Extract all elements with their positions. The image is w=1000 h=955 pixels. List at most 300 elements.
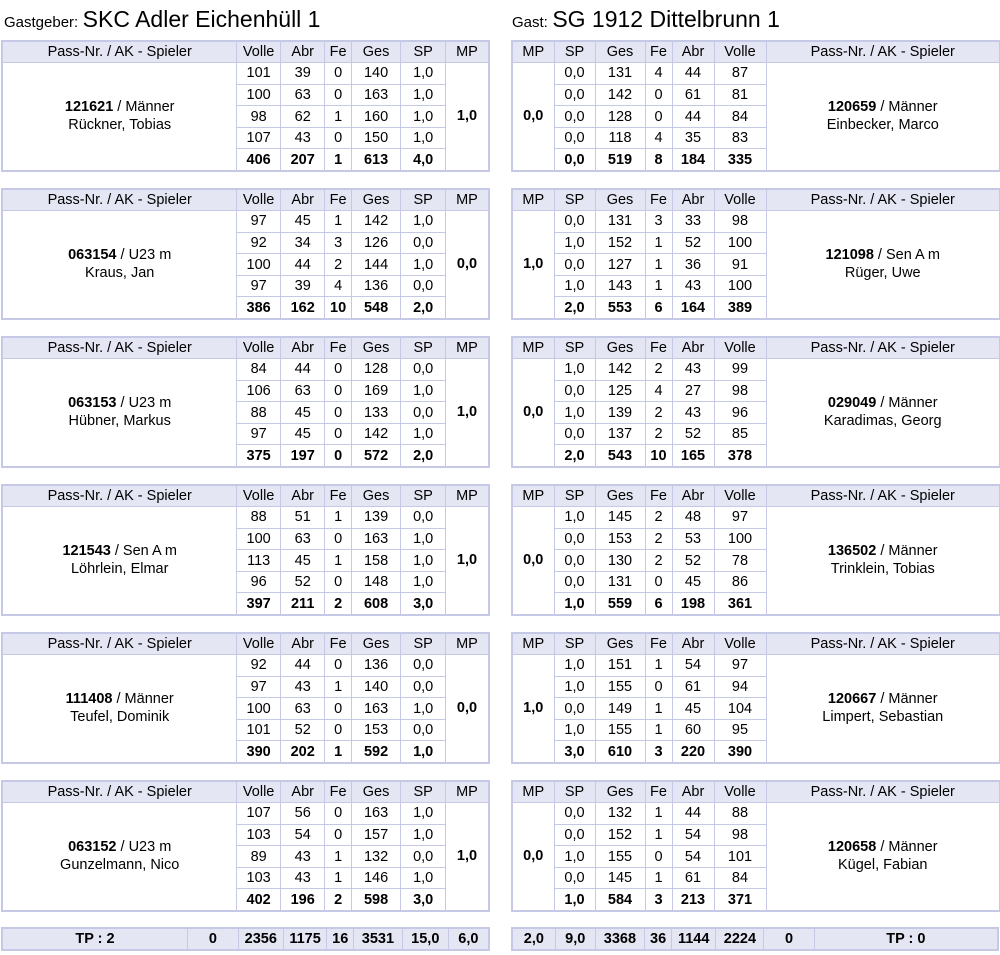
score-cell: 0	[325, 402, 351, 424]
table-header	[2, 41, 489, 63]
game-row	[2, 507, 489, 529]
score-cell: 143	[595, 275, 645, 297]
sum-cell: 213	[672, 889, 714, 911]
score-cell: 140	[351, 676, 401, 698]
guest-player-cell	[766, 507, 1000, 615]
score-cell: 91	[714, 254, 766, 276]
column-header: Fe	[325, 189, 351, 211]
home-total-cell: 1175	[283, 928, 327, 950]
score-cell: 146	[351, 867, 401, 889]
sum-cell: 2	[325, 593, 351, 615]
score-cell: 1	[325, 846, 351, 868]
score-cell: 127	[595, 254, 645, 276]
sum-cell: 10	[325, 297, 351, 319]
score-cell: 0,0	[554, 63, 595, 85]
score-cell: 2	[645, 528, 672, 550]
score-cell: 0,0	[554, 84, 595, 106]
home-label: Gastgeber:	[4, 14, 79, 31]
table-header	[512, 189, 1000, 211]
score-cell: 1,0	[554, 275, 595, 297]
column-header: Pass-Nr. / AK - Spieler	[2, 633, 237, 655]
score-cell: 113	[237, 550, 281, 572]
table-header	[512, 633, 1000, 655]
score-cell: 1,0	[401, 550, 446, 572]
game-row	[2, 655, 489, 677]
score-cell: 0	[645, 84, 672, 106]
score-cell: 92	[237, 655, 281, 677]
sum-cell: 361	[714, 593, 766, 615]
score-cell: 145	[595, 507, 645, 529]
column-header: Abr	[672, 337, 714, 359]
score-cell: 0	[325, 528, 351, 550]
game-row	[512, 803, 1000, 825]
score-cell: 43	[280, 846, 325, 868]
score-cell: 0,0	[401, 232, 446, 254]
column-header: Volle	[237, 781, 281, 803]
sum-cell: 608	[351, 593, 401, 615]
score-cell: 144	[351, 254, 401, 276]
table-header	[2, 485, 489, 507]
score-cell: 97	[237, 676, 281, 698]
sum-cell: 3	[645, 889, 672, 911]
sum-cell: 397	[237, 593, 281, 615]
column-header: Abr	[280, 337, 325, 359]
score-cell: 54	[280, 824, 325, 846]
sum-cell: 6	[645, 593, 672, 615]
column-header: Abr	[672, 41, 714, 63]
score-cell: 106	[237, 380, 281, 402]
sum-cell: 390	[237, 741, 281, 763]
sum-cell: 389	[714, 297, 766, 319]
sum-cell: 2,0	[554, 445, 595, 467]
guest-totals-row	[511, 927, 999, 951]
score-cell: 103	[237, 824, 281, 846]
score-cell: 1	[645, 867, 672, 889]
column-header: Ges	[351, 781, 401, 803]
home-match-points: 1,0	[445, 507, 489, 615]
score-cell: 132	[351, 846, 401, 868]
score-cell: 101	[714, 846, 766, 868]
column-header: Ges	[595, 633, 645, 655]
guest-player-name: Karadimas, Georg	[823, 413, 942, 430]
score-cell: 98	[714, 824, 766, 846]
sum-cell: 1,0	[554, 889, 595, 911]
score-cell: 1,0	[554, 507, 595, 529]
score-cell: 4	[325, 275, 351, 297]
home-age-class: / Männer	[113, 99, 175, 116]
score-cell: 142	[351, 211, 401, 233]
score-cell: 54	[672, 824, 714, 846]
sum-cell: 6	[645, 297, 672, 319]
game-row	[512, 359, 1000, 381]
score-cell: 44	[280, 359, 325, 381]
score-cell: 151	[595, 655, 645, 677]
score-cell: 100	[237, 254, 281, 276]
column-header: MP	[512, 633, 554, 655]
score-cell: 88	[237, 402, 281, 424]
guest-total-cell: 3368	[595, 928, 644, 950]
sum-cell: 2,0	[554, 297, 595, 319]
score-cell: 39	[280, 63, 325, 85]
score-cell: 1,0	[554, 359, 595, 381]
score-cell: 33	[672, 211, 714, 233]
column-header: SP	[401, 485, 446, 507]
home-player-table	[1, 632, 490, 764]
score-cell: 92	[237, 232, 281, 254]
score-cell: 61	[672, 867, 714, 889]
guest-total-cell: 1144	[672, 928, 716, 950]
score-cell: 0,0	[554, 106, 595, 128]
score-cell: 0,0	[554, 380, 595, 402]
guest-pass-number: 120658	[827, 839, 877, 856]
score-cell: 51	[280, 507, 325, 529]
score-cell: 158	[351, 550, 401, 572]
column-header: Abr	[672, 781, 714, 803]
score-cell: 100	[237, 528, 281, 550]
score-cell: 1	[325, 106, 351, 128]
score-cell: 83	[714, 127, 766, 149]
score-cell: 1,0	[401, 824, 446, 846]
column-header: MP	[445, 485, 489, 507]
score-cell: 131	[595, 211, 645, 233]
column-header: Volle	[714, 781, 766, 803]
column-header: MP	[512, 41, 554, 63]
score-cell: 96	[237, 571, 281, 593]
sum-cell: 402	[237, 889, 281, 911]
home-player-cell	[2, 359, 237, 467]
score-cell: 103	[237, 867, 281, 889]
score-cell: 87	[714, 63, 766, 85]
guest-team-name: SG 1912 Dittelbrunn 1	[552, 6, 780, 32]
game-row	[2, 359, 489, 381]
score-cell: 62	[280, 106, 325, 128]
column-header: Ges	[351, 633, 401, 655]
score-cell: 100	[237, 698, 281, 720]
column-header: Fe	[325, 41, 351, 63]
sum-cell: 572	[351, 445, 401, 467]
guest-match-points: 0,0	[512, 803, 554, 911]
score-cell: 1	[645, 232, 672, 254]
column-header: Fe	[325, 633, 351, 655]
home-player-name: Kraus, Jan	[85, 265, 155, 282]
column-header: SP	[554, 633, 595, 655]
column-header: Fe	[325, 781, 351, 803]
column-header: Volle	[714, 633, 766, 655]
guest-player-name: Trinklein, Tobias	[830, 561, 935, 578]
score-cell: 100	[714, 275, 766, 297]
score-cell: 4	[645, 127, 672, 149]
score-cell: 163	[351, 84, 401, 106]
score-cell: 142	[595, 359, 645, 381]
sum-cell: 519	[595, 149, 645, 171]
column-header: Volle	[237, 485, 281, 507]
score-cell: 45	[672, 698, 714, 720]
guest-player-table	[511, 336, 1000, 468]
column-header: Pass-Nr. / AK - Spieler	[766, 41, 1000, 63]
column-header: Ges	[351, 485, 401, 507]
guest-total-cell: 2,0	[512, 928, 555, 950]
score-cell: 0	[645, 571, 672, 593]
table-header	[512, 337, 1000, 359]
score-cell: 1,0	[401, 380, 446, 402]
score-cell: 0,0	[554, 423, 595, 445]
column-header: Abr	[280, 41, 325, 63]
home-player-table	[1, 188, 490, 320]
score-cell: 157	[351, 824, 401, 846]
home-team-name: SKC Adler Eichenhüll 1	[82, 6, 321, 32]
column-header: SP	[554, 189, 595, 211]
score-cell: 0,0	[554, 803, 595, 825]
score-cell: 0	[325, 423, 351, 445]
score-cell: 86	[714, 571, 766, 593]
score-cell: 45	[280, 211, 325, 233]
score-cell: 139	[351, 507, 401, 529]
score-cell: 1,0	[554, 676, 595, 698]
score-cell: 97	[714, 655, 766, 677]
home-player-cell	[2, 63, 237, 171]
score-cell: 2	[645, 507, 672, 529]
score-cell: 52	[280, 719, 325, 741]
score-cell: 84	[237, 359, 281, 381]
home-pass-number: 063153	[68, 395, 117, 412]
column-header: Fe	[645, 633, 672, 655]
game-row	[512, 211, 1000, 233]
score-cell: 0,0	[401, 719, 446, 741]
score-cell: 99	[714, 359, 766, 381]
score-cell: 118	[595, 127, 645, 149]
table-header	[2, 633, 489, 655]
home-match-points: 1,0	[445, 803, 489, 911]
score-cell: 133	[351, 402, 401, 424]
score-cell: 39	[280, 275, 325, 297]
column-header: Abr	[280, 633, 325, 655]
score-cell: 136	[351, 655, 401, 677]
score-cell: 63	[280, 528, 325, 550]
score-cell: 2	[325, 254, 351, 276]
score-cell: 163	[351, 528, 401, 550]
score-cell: 1	[645, 655, 672, 677]
home-pass-number: 063154	[68, 247, 117, 264]
sum-cell: 3,0	[401, 593, 446, 615]
sum-cell: 2,0	[401, 297, 446, 319]
score-cell: 1	[645, 275, 672, 297]
column-header: Ges	[595, 41, 645, 63]
sum-cell: 386	[237, 297, 281, 319]
column-header: Volle	[237, 633, 281, 655]
column-header: MP	[512, 189, 554, 211]
score-cell: 60	[672, 719, 714, 741]
guest-player-name: Einbecker, Marco	[826, 117, 939, 134]
score-cell: 107	[237, 803, 281, 825]
column-header: SP	[401, 781, 446, 803]
guest-age-class: / Sen A m	[873, 247, 940, 264]
column-header: Fe	[645, 781, 672, 803]
home-age-class: / U23 m	[116, 395, 172, 412]
score-cell: 0	[325, 63, 351, 85]
score-cell: 1	[645, 254, 672, 276]
column-header: Ges	[595, 189, 645, 211]
score-cell: 4	[645, 380, 672, 402]
sum-cell: 371	[714, 889, 766, 911]
score-cell: 1	[325, 211, 351, 233]
score-cell: 85	[714, 423, 766, 445]
sum-cell: 220	[672, 741, 714, 763]
column-header: SP	[401, 41, 446, 63]
column-header: SP	[554, 41, 595, 63]
score-cell: 63	[280, 380, 325, 402]
home-team-header	[4, 6, 320, 36]
score-cell: 1,0	[401, 698, 446, 720]
sum-cell: 198	[672, 593, 714, 615]
sum-cell: 165	[672, 445, 714, 467]
score-cell: 100	[714, 232, 766, 254]
column-header: MP	[445, 633, 489, 655]
score-cell: 0	[325, 655, 351, 677]
game-row	[512, 63, 1000, 85]
score-cell: 1,0	[401, 84, 446, 106]
column-header: Ges	[595, 781, 645, 803]
home-player-cell	[2, 211, 237, 319]
column-header: Abr	[280, 189, 325, 211]
score-cell: 97	[237, 423, 281, 445]
guest-player-name: Limpert, Sebastian	[822, 709, 944, 726]
column-header: Ges	[595, 337, 645, 359]
score-cell: 35	[672, 127, 714, 149]
score-cell: 100	[237, 84, 281, 106]
column-header: MP	[445, 41, 489, 63]
score-cell: 0,0	[401, 402, 446, 424]
score-cell: 48	[672, 507, 714, 529]
guest-player-table	[511, 40, 1000, 172]
sum-cell: 390	[714, 741, 766, 763]
guest-player-name: Rüger, Uwe	[844, 265, 921, 282]
column-header: Volle	[237, 337, 281, 359]
score-cell: 84	[714, 106, 766, 128]
score-cell: 1,0	[554, 846, 595, 868]
sum-cell: 3	[645, 741, 672, 763]
score-cell: 44	[672, 106, 714, 128]
score-cell: 1,0	[401, 867, 446, 889]
game-row	[2, 211, 489, 233]
score-cell: 1,0	[401, 803, 446, 825]
sum-cell: 202	[280, 741, 325, 763]
score-cell: 44	[672, 63, 714, 85]
column-header: Volle	[714, 485, 766, 507]
score-cell: 100	[714, 528, 766, 550]
score-cell: 1,0	[554, 402, 595, 424]
guest-pass-number: 029049	[827, 395, 877, 412]
guest-match-points: 0,0	[512, 507, 554, 615]
score-cell: 1	[325, 507, 351, 529]
column-header: Volle	[714, 189, 766, 211]
column-header: Fe	[645, 485, 672, 507]
column-header: Pass-Nr. / AK - Spieler	[766, 781, 1000, 803]
score-cell: 142	[351, 423, 401, 445]
column-header: Pass-Nr. / AK - Spieler	[2, 337, 237, 359]
column-header: Pass-Nr. / AK - Spieler	[2, 41, 237, 63]
guest-total-cell: 2224	[716, 928, 764, 950]
sum-cell: 378	[714, 445, 766, 467]
score-cell: 0,0	[401, 275, 446, 297]
score-cell: 43	[672, 275, 714, 297]
guest-pass-number: 136502	[827, 543, 877, 560]
score-cell: 1,0	[401, 254, 446, 276]
score-cell: 0	[325, 571, 351, 593]
score-cell: 0	[645, 676, 672, 698]
guest-player-cell	[766, 211, 1000, 319]
column-header: Volle	[237, 189, 281, 211]
column-header: Abr	[280, 485, 325, 507]
column-header: Volle	[714, 41, 766, 63]
table-header	[512, 41, 1000, 63]
column-header: Fe	[645, 41, 672, 63]
table-header	[2, 337, 489, 359]
sum-cell: 335	[714, 149, 766, 171]
guest-age-class: / Männer	[876, 99, 938, 116]
score-cell: 1,0	[554, 232, 595, 254]
score-cell: 45	[280, 402, 325, 424]
column-header: Pass-Nr. / AK - Spieler	[766, 485, 1000, 507]
column-header: SP	[554, 781, 595, 803]
sum-cell: 4,0	[401, 149, 446, 171]
home-player-name: Löhrlein, Elmar	[70, 561, 169, 578]
score-cell: 84	[714, 867, 766, 889]
score-cell: 98	[714, 211, 766, 233]
game-row	[2, 63, 489, 85]
score-cell: 94	[714, 676, 766, 698]
sum-cell: 553	[595, 297, 645, 319]
score-cell: 101	[237, 719, 281, 741]
column-header: SP	[554, 485, 595, 507]
score-cell: 4	[645, 63, 672, 85]
guest-match-points: 0,0	[512, 359, 554, 467]
score-cell: 131	[595, 571, 645, 593]
sum-cell: 610	[595, 741, 645, 763]
score-cell: 52	[672, 232, 714, 254]
score-cell: 155	[595, 846, 645, 868]
guest-total-cell: 9,0	[555, 928, 595, 950]
score-cell: 160	[351, 106, 401, 128]
score-cell: 1,0	[554, 655, 595, 677]
score-cell: 45	[672, 571, 714, 593]
column-header: MP	[445, 189, 489, 211]
score-cell: 0,0	[554, 698, 595, 720]
score-cell: 97	[714, 507, 766, 529]
score-cell: 140	[351, 63, 401, 85]
column-header: Abr	[280, 781, 325, 803]
score-cell: 163	[351, 803, 401, 825]
sum-cell: 3,0	[554, 741, 595, 763]
guest-label: Gast:	[512, 14, 548, 31]
home-total-cell: 15,0	[402, 928, 448, 950]
sum-cell: 3,0	[401, 889, 446, 911]
home-player-name: Gunzelmann, Nico	[60, 857, 180, 874]
column-header: SP	[401, 189, 446, 211]
sum-cell: 1	[325, 149, 351, 171]
score-cell: 44	[280, 655, 325, 677]
home-match-points: 1,0	[445, 63, 489, 171]
score-cell: 131	[595, 63, 645, 85]
guest-match-points: 0,0	[512, 63, 554, 171]
score-cell: 0	[325, 380, 351, 402]
column-header: Pass-Nr. / AK - Spieler	[766, 337, 1000, 359]
score-cell: 0,0	[401, 676, 446, 698]
guest-team-points: TP : 0	[814, 928, 998, 950]
column-header: Ges	[595, 485, 645, 507]
score-cell: 2	[645, 359, 672, 381]
home-player-cell	[2, 803, 237, 911]
score-cell: 96	[714, 402, 766, 424]
